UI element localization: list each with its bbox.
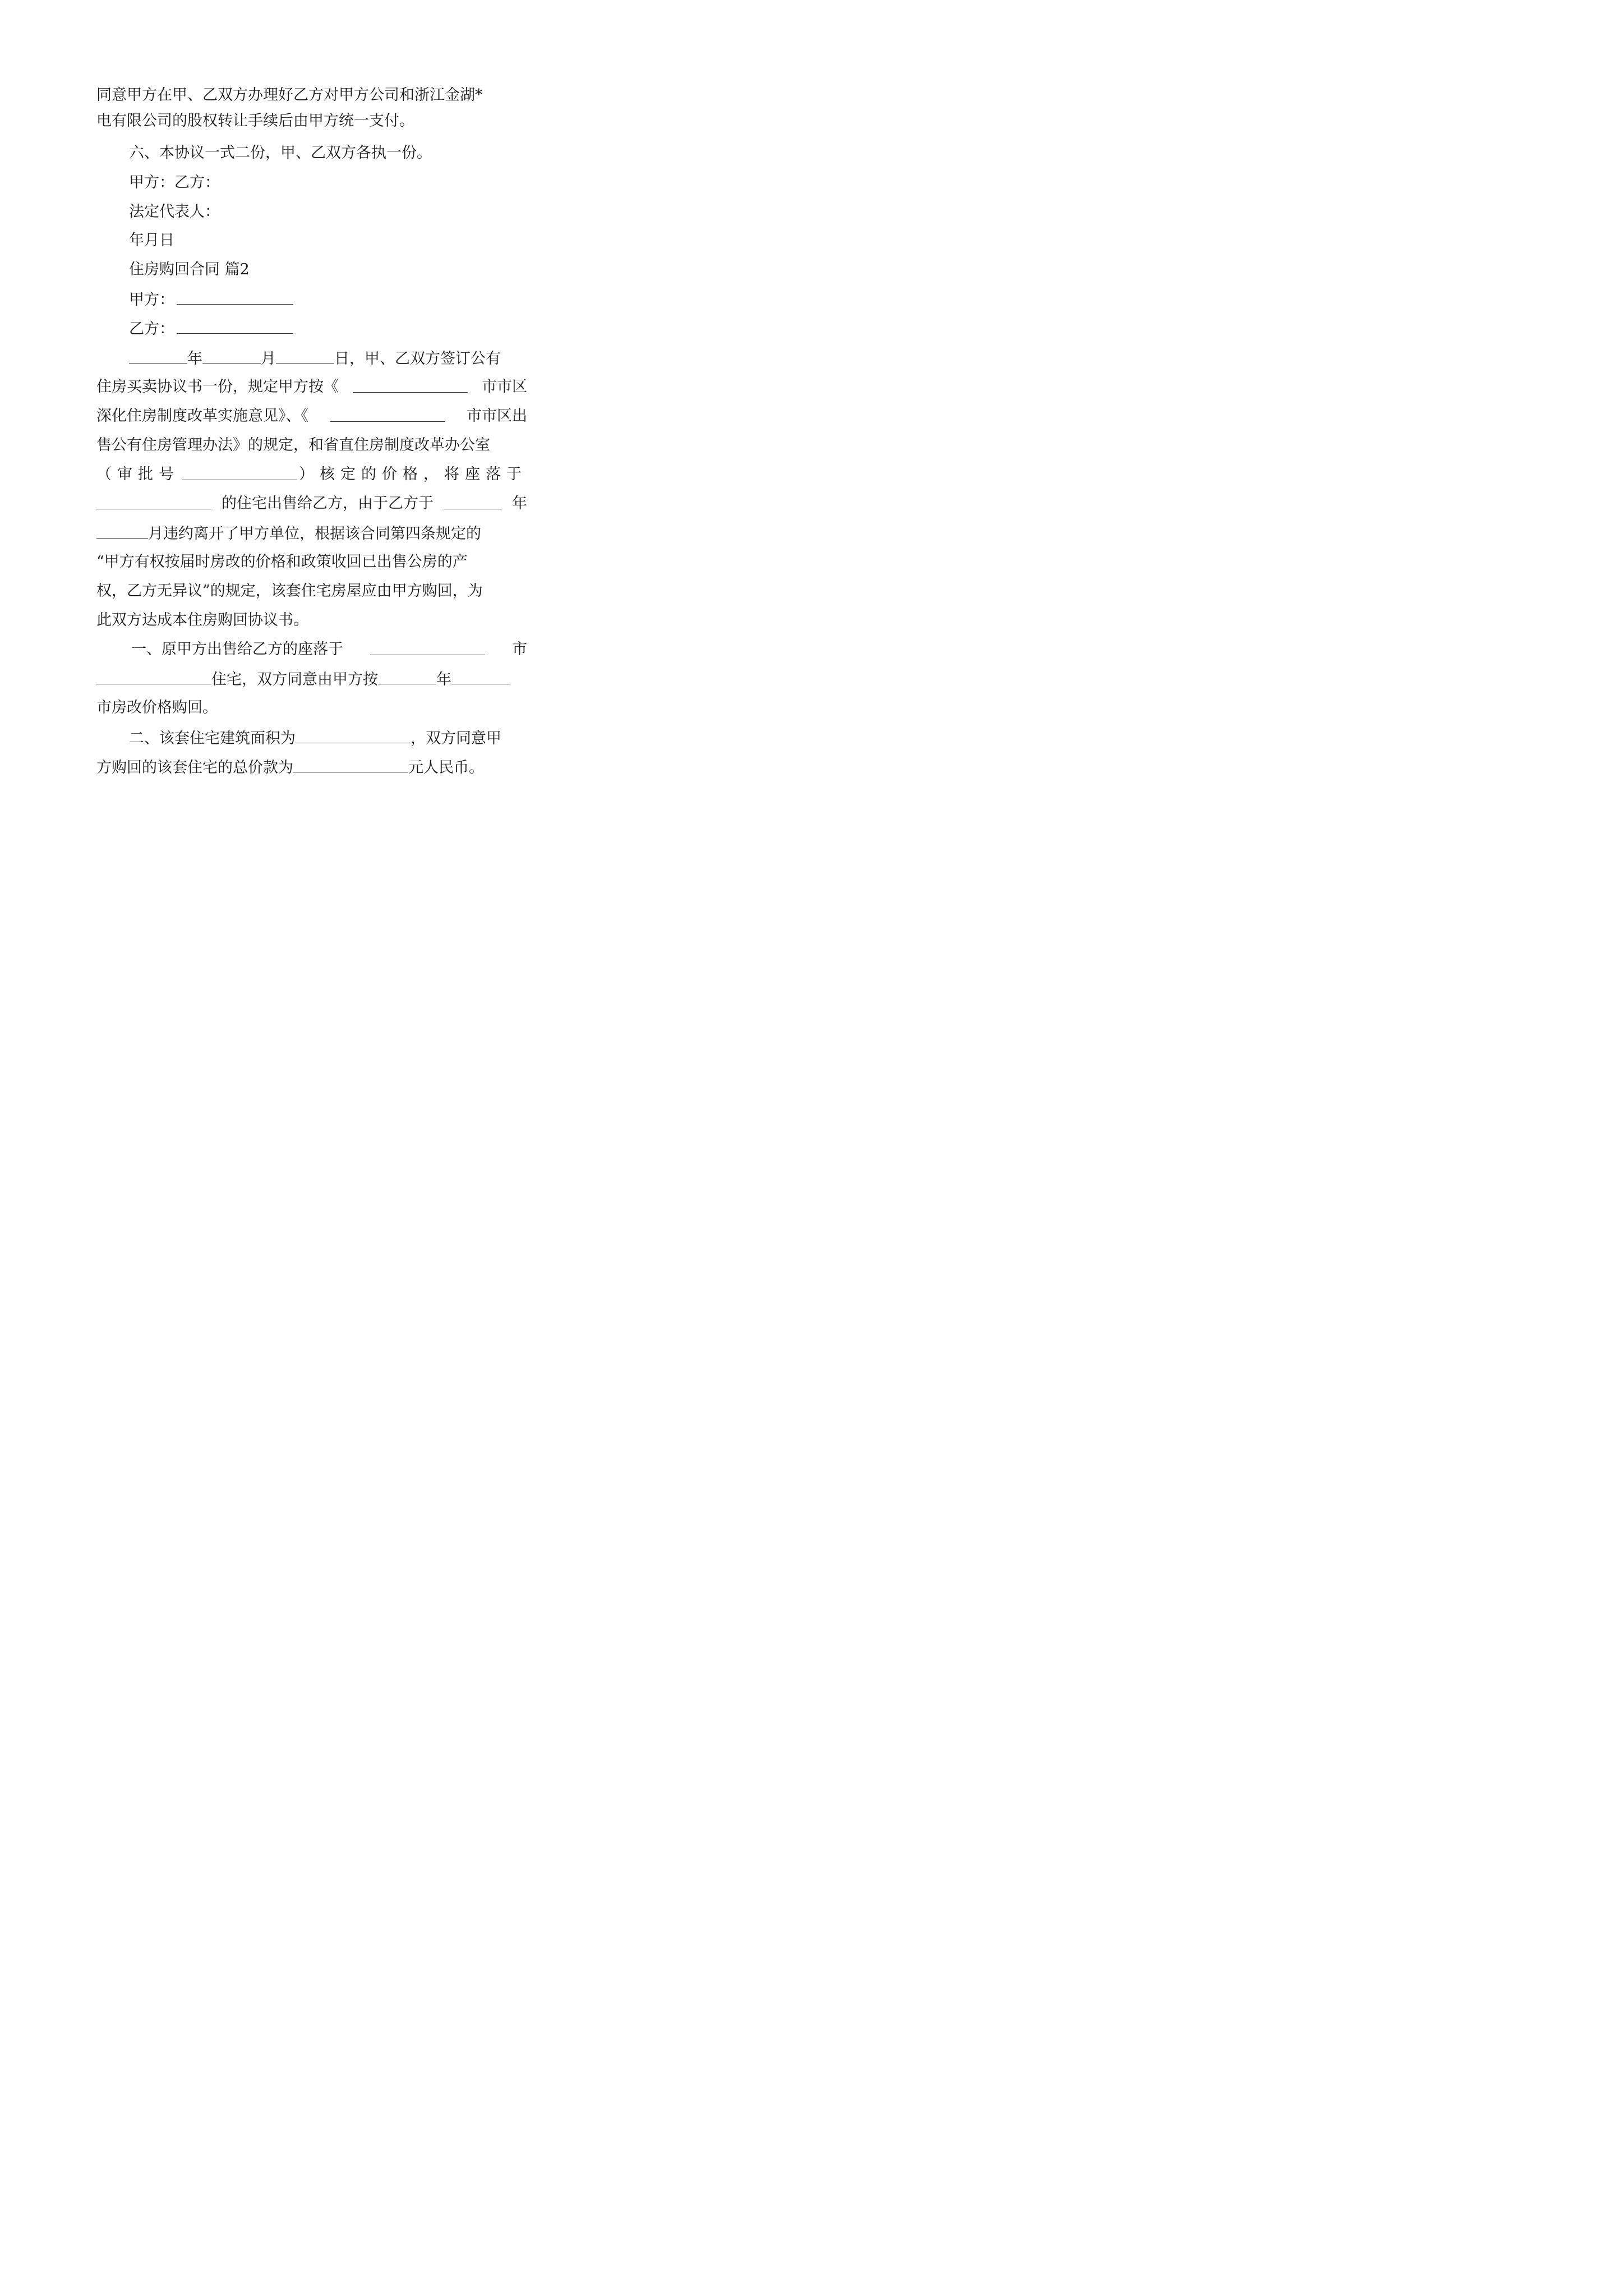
address-blank <box>370 639 485 655</box>
signature-date <box>129 231 527 251</box>
text: 的住宅出售给乙方，由于乙方于 <box>222 495 434 512</box>
text: 年月日 <box>129 232 174 249</box>
party-b-line <box>129 318 527 339</box>
date-blank <box>129 348 187 364</box>
text: 市 <box>512 641 527 658</box>
clause-one-line-3 <box>96 698 527 718</box>
text: 市房改价格购回。 <box>96 699 218 716</box>
text: 法定代表人： <box>129 203 220 220</box>
address-blank <box>96 494 211 509</box>
price-blank <box>293 757 408 772</box>
text: 市市区出 <box>467 407 527 425</box>
document-page <box>0 0 620 877</box>
intro-line-8 <box>96 552 527 572</box>
text: 元人民币。 <box>408 759 484 776</box>
intro-line-7 <box>96 523 527 544</box>
text: 此双方达成本住房购回协议书。 <box>96 611 308 629</box>
area-blank <box>296 728 411 743</box>
text: 住房买卖协议书一份，规定甲方按《 <box>96 378 339 395</box>
address-blank <box>96 669 211 684</box>
text: “甲方有权按届时房改的价格和政策收回已出售公房的产 <box>96 553 468 570</box>
intro-line-1 <box>129 348 527 369</box>
intro-line-6 <box>96 494 527 514</box>
party-a-blank <box>177 289 293 305</box>
text: 日，甲、乙双方签订公有 <box>334 350 501 367</box>
text-line <box>96 111 527 131</box>
text: 同意甲方在甲、乙双方办理好乙方对甲方公司和浙江金湖* <box>96 86 483 104</box>
fill-blank <box>330 406 445 422</box>
date-blank <box>202 348 261 364</box>
intro-line-2 <box>96 377 527 397</box>
intro-line-10 <box>96 610 527 631</box>
clause-two-line-1 <box>129 728 527 749</box>
text-line <box>96 85 527 105</box>
text: 六、本协议一式二份，甲、乙双方各执一份。 <box>129 144 432 162</box>
intro-line-3 <box>96 406 527 426</box>
signature-parties <box>129 173 527 193</box>
text: 一、原甲方出售给乙方的座落于 <box>131 641 343 658</box>
date-blank <box>276 348 334 364</box>
text: 深化住房制度改革实施意见》、《 <box>96 407 308 425</box>
month-blank <box>96 523 148 539</box>
label: 甲方： <box>129 291 174 309</box>
text: 年 <box>436 671 451 688</box>
text: 二、该套住宅建筑面积为 <box>129 730 296 747</box>
signature-representative <box>129 202 527 222</box>
text: 年 <box>512 495 527 512</box>
clause-one-line-2 <box>96 669 527 690</box>
clause-one-line-1 <box>131 639 527 660</box>
text: 甲方：乙方： <box>129 174 220 191</box>
party-a-line <box>129 289 527 310</box>
label: 乙方： <box>129 320 174 338</box>
clause-six <box>129 143 527 163</box>
text: ，双方同意甲 <box>411 730 501 747</box>
text: 售公有住房管理办法》的规定，和省直住房制度改革办公室 <box>96 436 490 454</box>
year-blank <box>378 669 436 684</box>
text: 月 <box>261 350 276 367</box>
intro-line-4 <box>96 435 527 455</box>
year-blank <box>444 494 502 509</box>
text: （审批号 <box>96 466 179 483</box>
city-blank <box>451 669 510 684</box>
text: 市市区 <box>482 378 527 395</box>
section-title <box>129 260 527 280</box>
text: 电有限公司的股权转让手续后由甲方统一支付。 <box>96 112 414 130</box>
approval-number-blank <box>182 464 297 480</box>
clause-two-line-2 <box>96 757 527 778</box>
text: 住房购回合同 篇2 <box>129 261 250 278</box>
intro-line-9 <box>96 581 527 601</box>
intro-line-5 <box>96 464 527 485</box>
text: 方购回的该套住宅的总价款为 <box>96 759 293 776</box>
text: ）核定的价格，将座落于 <box>299 466 527 483</box>
text: 月违约离开了甲方单位，根据该合同第四条规定的 <box>148 525 481 542</box>
text: 住宅，双方同意由甲方按 <box>211 671 378 688</box>
fill-blank <box>353 377 468 393</box>
text: 年 <box>187 350 202 367</box>
text: 权，乙方无异议”的规定，该套住宅房屋应由甲方购回，为 <box>96 582 483 600</box>
party-b-blank <box>177 318 293 334</box>
